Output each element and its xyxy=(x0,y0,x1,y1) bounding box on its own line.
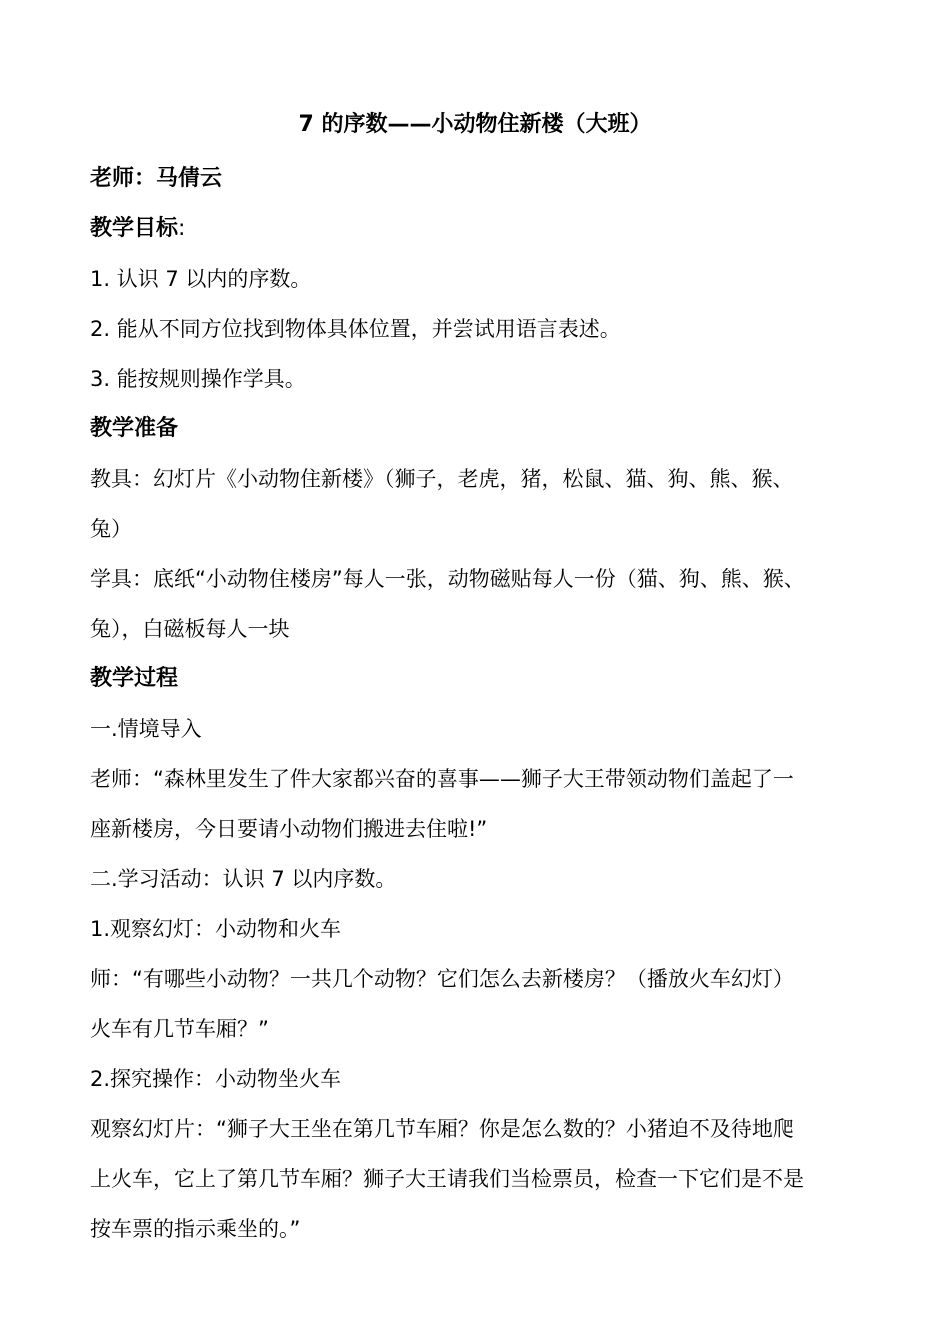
process-line: 观察幻灯片：“狮子大王坐在第几节车厢？你是怎么数的？小猪迫不及待地爬 xyxy=(90,1117,794,1141)
process-line: 2.探究操作：小动物坐火车 xyxy=(90,1067,342,1091)
process-line: 1.观察幻灯：小动物和火车 xyxy=(90,917,342,941)
goals-heading-colon: : xyxy=(178,216,186,241)
goal-item: 2. 能从不同方位找到物体具体位置，并尝试用语言表述。 xyxy=(90,317,621,341)
preparation-line: 教具：幻灯片《小动物住新楼》（狮子，老虎，猪，松鼠、猫、狗、熊、猴、 xyxy=(90,467,794,491)
document-title: 7 的序数——小动物住新楼（大班） xyxy=(298,112,652,137)
process-line: 师：“有哪些小动物？一共几个动物？它们怎么去新楼房？（播放火车幻灯） xyxy=(90,967,794,991)
process-line: 上火车，它上了第几节车厢？狮子大王请我们当检票员，检查一下它们是不是 xyxy=(90,1167,804,1191)
document-body xyxy=(90,154,880,1254)
process-line: 二.学习活动：认识 7 以内序数。 xyxy=(90,867,397,891)
process-line: 座新楼房，今日要请小动物们搬进去住啦!” xyxy=(90,817,488,841)
teacher-line: 老师：马倩云 xyxy=(90,166,223,191)
process-line: 火车有几节车厢？” xyxy=(90,1017,269,1041)
preparation-heading: 教学准备 xyxy=(90,416,179,441)
goal-item: 1. 认识 7 以内的序数。 xyxy=(90,267,312,291)
preparation-line: 兔） xyxy=(90,517,132,541)
process-line: 一.情境导入 xyxy=(90,717,202,741)
process-line: 老师：“森林里发生了件大家都兴奋的喜事——狮子大王带领动物们盖起了一 xyxy=(90,767,794,791)
goal-item: 3. 能按规则操作学具。 xyxy=(90,367,306,391)
process-line: 按车票的指示乘坐的。” xyxy=(90,1217,301,1241)
preparation-line: 兔），白磁板每人一块 xyxy=(90,617,290,641)
process-heading: 教学过程 xyxy=(90,666,179,691)
preparation-line: 学具：底纸“小动物住楼房”每人一张，动物磁贴每人一份（猫、狗、熊、猴、 xyxy=(90,567,805,591)
goals-heading: 教学目标 xyxy=(90,216,179,241)
goals-heading-line xyxy=(90,204,880,254)
